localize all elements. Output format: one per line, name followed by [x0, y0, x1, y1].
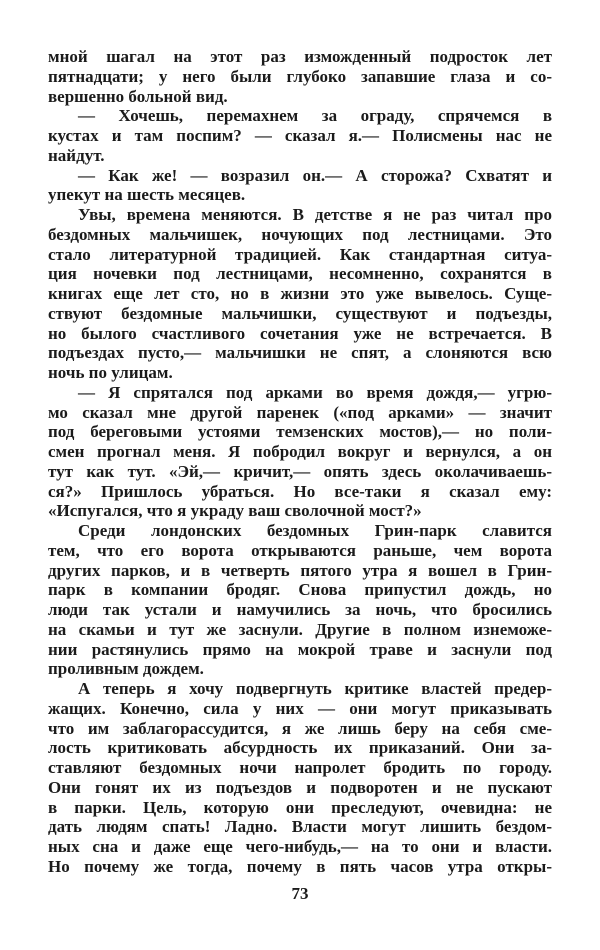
text-line: — Хочешь, перемахнем за ограду, спрячемся в: [78, 106, 552, 126]
text-line: Увы, времена меняются. В детстве я не раз читал про: [78, 205, 552, 224]
text-line: тем, что его ворота открываются раньше, чем ворота: [48, 540, 552, 560]
text-line: ставляют бездомных ночи напролет бродить по городу.: [48, 758, 552, 777]
text-line: но былого счастливого сочетания уже не встречается. В: [48, 323, 552, 343]
text-line: Среди лондонских бездомных Грин-парк славится: [78, 521, 552, 540]
text-line: упекут на шесть месяцев.: [48, 185, 246, 205]
text-line: пятнадцати; у него были глубоко запавшие глаза и со-: [48, 66, 552, 86]
text-line: лость критиковать абсурдность их приказаний. Они за-: [48, 738, 552, 758]
page-number: 73: [291, 884, 309, 903]
text-line: подъездах пусто,— мальчишки не спят, а слоняются всю: [48, 343, 552, 363]
text-line: Они гонят их из подъездов и подворотен и не пускают: [48, 777, 552, 797]
text-line: — Как же! — возразил он.— А сторожа? Схватят и: [78, 165, 552, 185]
text-line: ция ночевки под лестницами, несомненно, сохранятся в: [48, 264, 552, 284]
text-line: ночь по улицам.: [48, 363, 173, 382]
book-page-text: [48, 47, 552, 877]
text-line: что им заблагорассудится, я же лишь беру на себя сме-: [48, 718, 552, 738]
text-line: кустах и там поспим? — сказал я.— Полисмены нас не: [48, 126, 552, 145]
text-line: ных сна и даже еще чего-нибудь,— на то они и власти.: [48, 837, 552, 856]
text-line: мной шагал на этот раз изможденный подросток лет: [48, 47, 552, 66]
text-line: тут как тут. «Эй,— кричит,— опять здесь околачиваешь-: [48, 461, 552, 481]
text-line: мо сказал мне другой паренек («под арками» — значит: [48, 402, 552, 422]
text-line: ся?» Пришлось убраться. Но все-таки я сказал ему:: [48, 481, 552, 501]
text-line: других парков, и в четверть пятого утра я вошел в Грин-: [48, 560, 552, 580]
text-line: нии растянулись прямо на мокрой траве и заснули под: [48, 639, 552, 659]
text-line: люди так устали и намучились за ночь, что бросились: [48, 600, 552, 619]
text-line: — Я спрятался под арками во время дождя,— угрю-: [78, 382, 552, 402]
text-line: в парки. Цель, которую они преследуют, очевидна: не: [48, 797, 552, 817]
text-line: найдут.: [48, 145, 105, 165]
text-line: ствуют бездомные мальчишки, существуют и подъезды,: [48, 303, 552, 323]
text-line: бездомных мальчишек, ночующих под лестницами. Это: [48, 224, 552, 244]
text-line: проливным дождем.: [48, 659, 204, 679]
text-line: жащих. Конечно, сила у них — они могут приказывать: [48, 698, 552, 718]
text-line: стало литературной традицией. Как стандартная ситуа-: [48, 244, 552, 264]
text-line: вершенно больной вид.: [48, 86, 228, 106]
text-line: Но почему же тогда, почему в пять часов утра откры-: [48, 856, 552, 876]
text-line: на скамьи и тут же заснули. Другие в полном изнеможе-: [48, 619, 552, 639]
text-line: «Испугался, что я украду ваш сволочной мост?»: [48, 501, 422, 521]
text-line: книгах еще лет сто, но в жизни это уже вывелось. Суще-: [48, 284, 552, 303]
text-line: под береговыми устоями темзенских мостов),— но поли-: [48, 422, 552, 442]
text-line: смен прогнал меня. Я побродил вокруг и вернулся, а он: [48, 442, 552, 461]
text-line: парк в компании бродяг. Снова припустил дождь, но: [48, 580, 552, 600]
text-line: дать людям спать! Ладно. Власти могут лишить бездом-: [48, 817, 552, 837]
text-line: А теперь я хочу подвергнуть критике властей предер-: [78, 679, 552, 698]
